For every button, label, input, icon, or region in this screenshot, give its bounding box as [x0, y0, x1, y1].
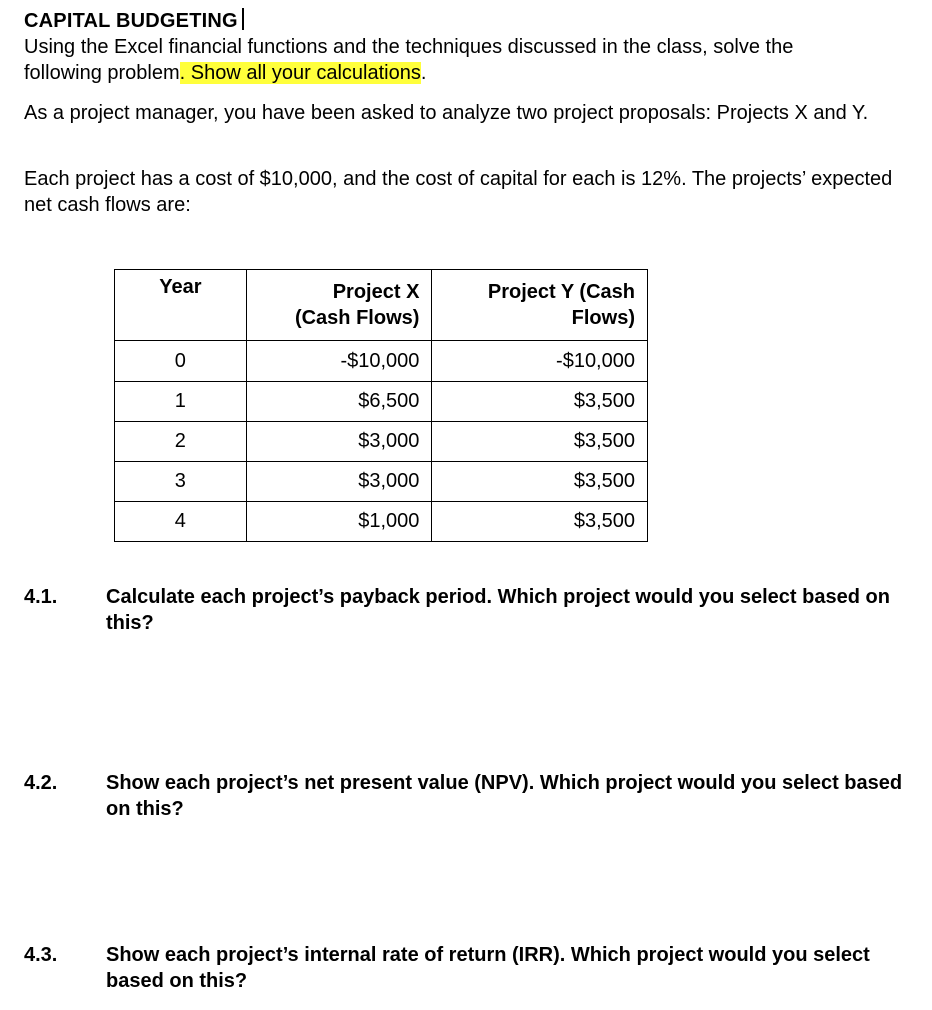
- header-year: Year: [115, 270, 247, 341]
- intro-line1: Using the Excel financial functions and the techniques discussed in the class, solve the: [24, 36, 794, 58]
- table-row: [115, 382, 648, 422]
- question-number: 4.1.: [24, 586, 58, 608]
- cell-year: 2: [115, 422, 247, 462]
- intro-line2-prefix: following problem: [24, 62, 180, 84]
- question-text: Show each project’s internal rate of return (IRR). Which project would you select based on this?: [106, 944, 870, 992]
- header-project-x-line1: Project X: [332, 281, 420, 303]
- text-cursor: [242, 8, 244, 30]
- table-header-row: [115, 270, 648, 341]
- document-title: [24, 8, 244, 33]
- question-number: 4.3.: [24, 944, 58, 966]
- cell-project-x: -$10,000: [246, 341, 432, 382]
- cell-project-y: $3,500: [432, 462, 648, 502]
- header-project-x-line2: (Cash Flows): [294, 307, 420, 329]
- cell-year: 4: [115, 502, 247, 542]
- title-text: CAPITAL BUDGETING: [24, 10, 238, 32]
- cell-project-y: $3,500: [432, 502, 648, 542]
- cell-project-y: -$10,000: [432, 341, 648, 382]
- header-project-y-line1: Project Y (Cash: [487, 281, 635, 303]
- cell-project-x: $1,000: [246, 502, 432, 542]
- cell-year: 3: [115, 462, 247, 502]
- highlighted-instruction: . Show all your calculations: [179, 62, 421, 84]
- header-project-x: [246, 270, 432, 341]
- table-row: [115, 422, 648, 462]
- context-paragraph: As a project manager, you have been asked to analyze two project proposals: Projects X and Y.: [24, 102, 869, 124]
- cell-project-x: $3,000: [246, 422, 432, 462]
- cell-year: 0: [115, 341, 247, 382]
- cell-project-x: $3,000: [246, 462, 432, 502]
- cash-flow-table: [114, 269, 648, 542]
- intro-paragraph: [24, 34, 914, 86]
- question-number: 4.2.: [24, 772, 58, 794]
- cell-project-y: $3,500: [432, 382, 648, 422]
- question-text: Calculate each project’s payback period. Which project would you select based on this?: [106, 586, 890, 634]
- intro-line2-suffix: .: [420, 62, 427, 84]
- table-row: [115, 462, 648, 502]
- assumptions-paragraph: Each project has a cost of $10,000, and the cost of capital for each is 12%. The projects’ expected net cash flows are:: [24, 168, 893, 216]
- header-project-y-line2: Flows): [571, 307, 635, 329]
- cell-project-x: $6,500: [246, 382, 432, 422]
- table-row: [115, 502, 648, 542]
- question-text: Show each project’s net present value (NPV). Which project would you select based on this?: [106, 772, 903, 820]
- cell-year: 1: [115, 382, 247, 422]
- table-row: [115, 341, 648, 382]
- cell-project-y: $3,500: [432, 422, 648, 462]
- header-project-y: [432, 270, 648, 341]
